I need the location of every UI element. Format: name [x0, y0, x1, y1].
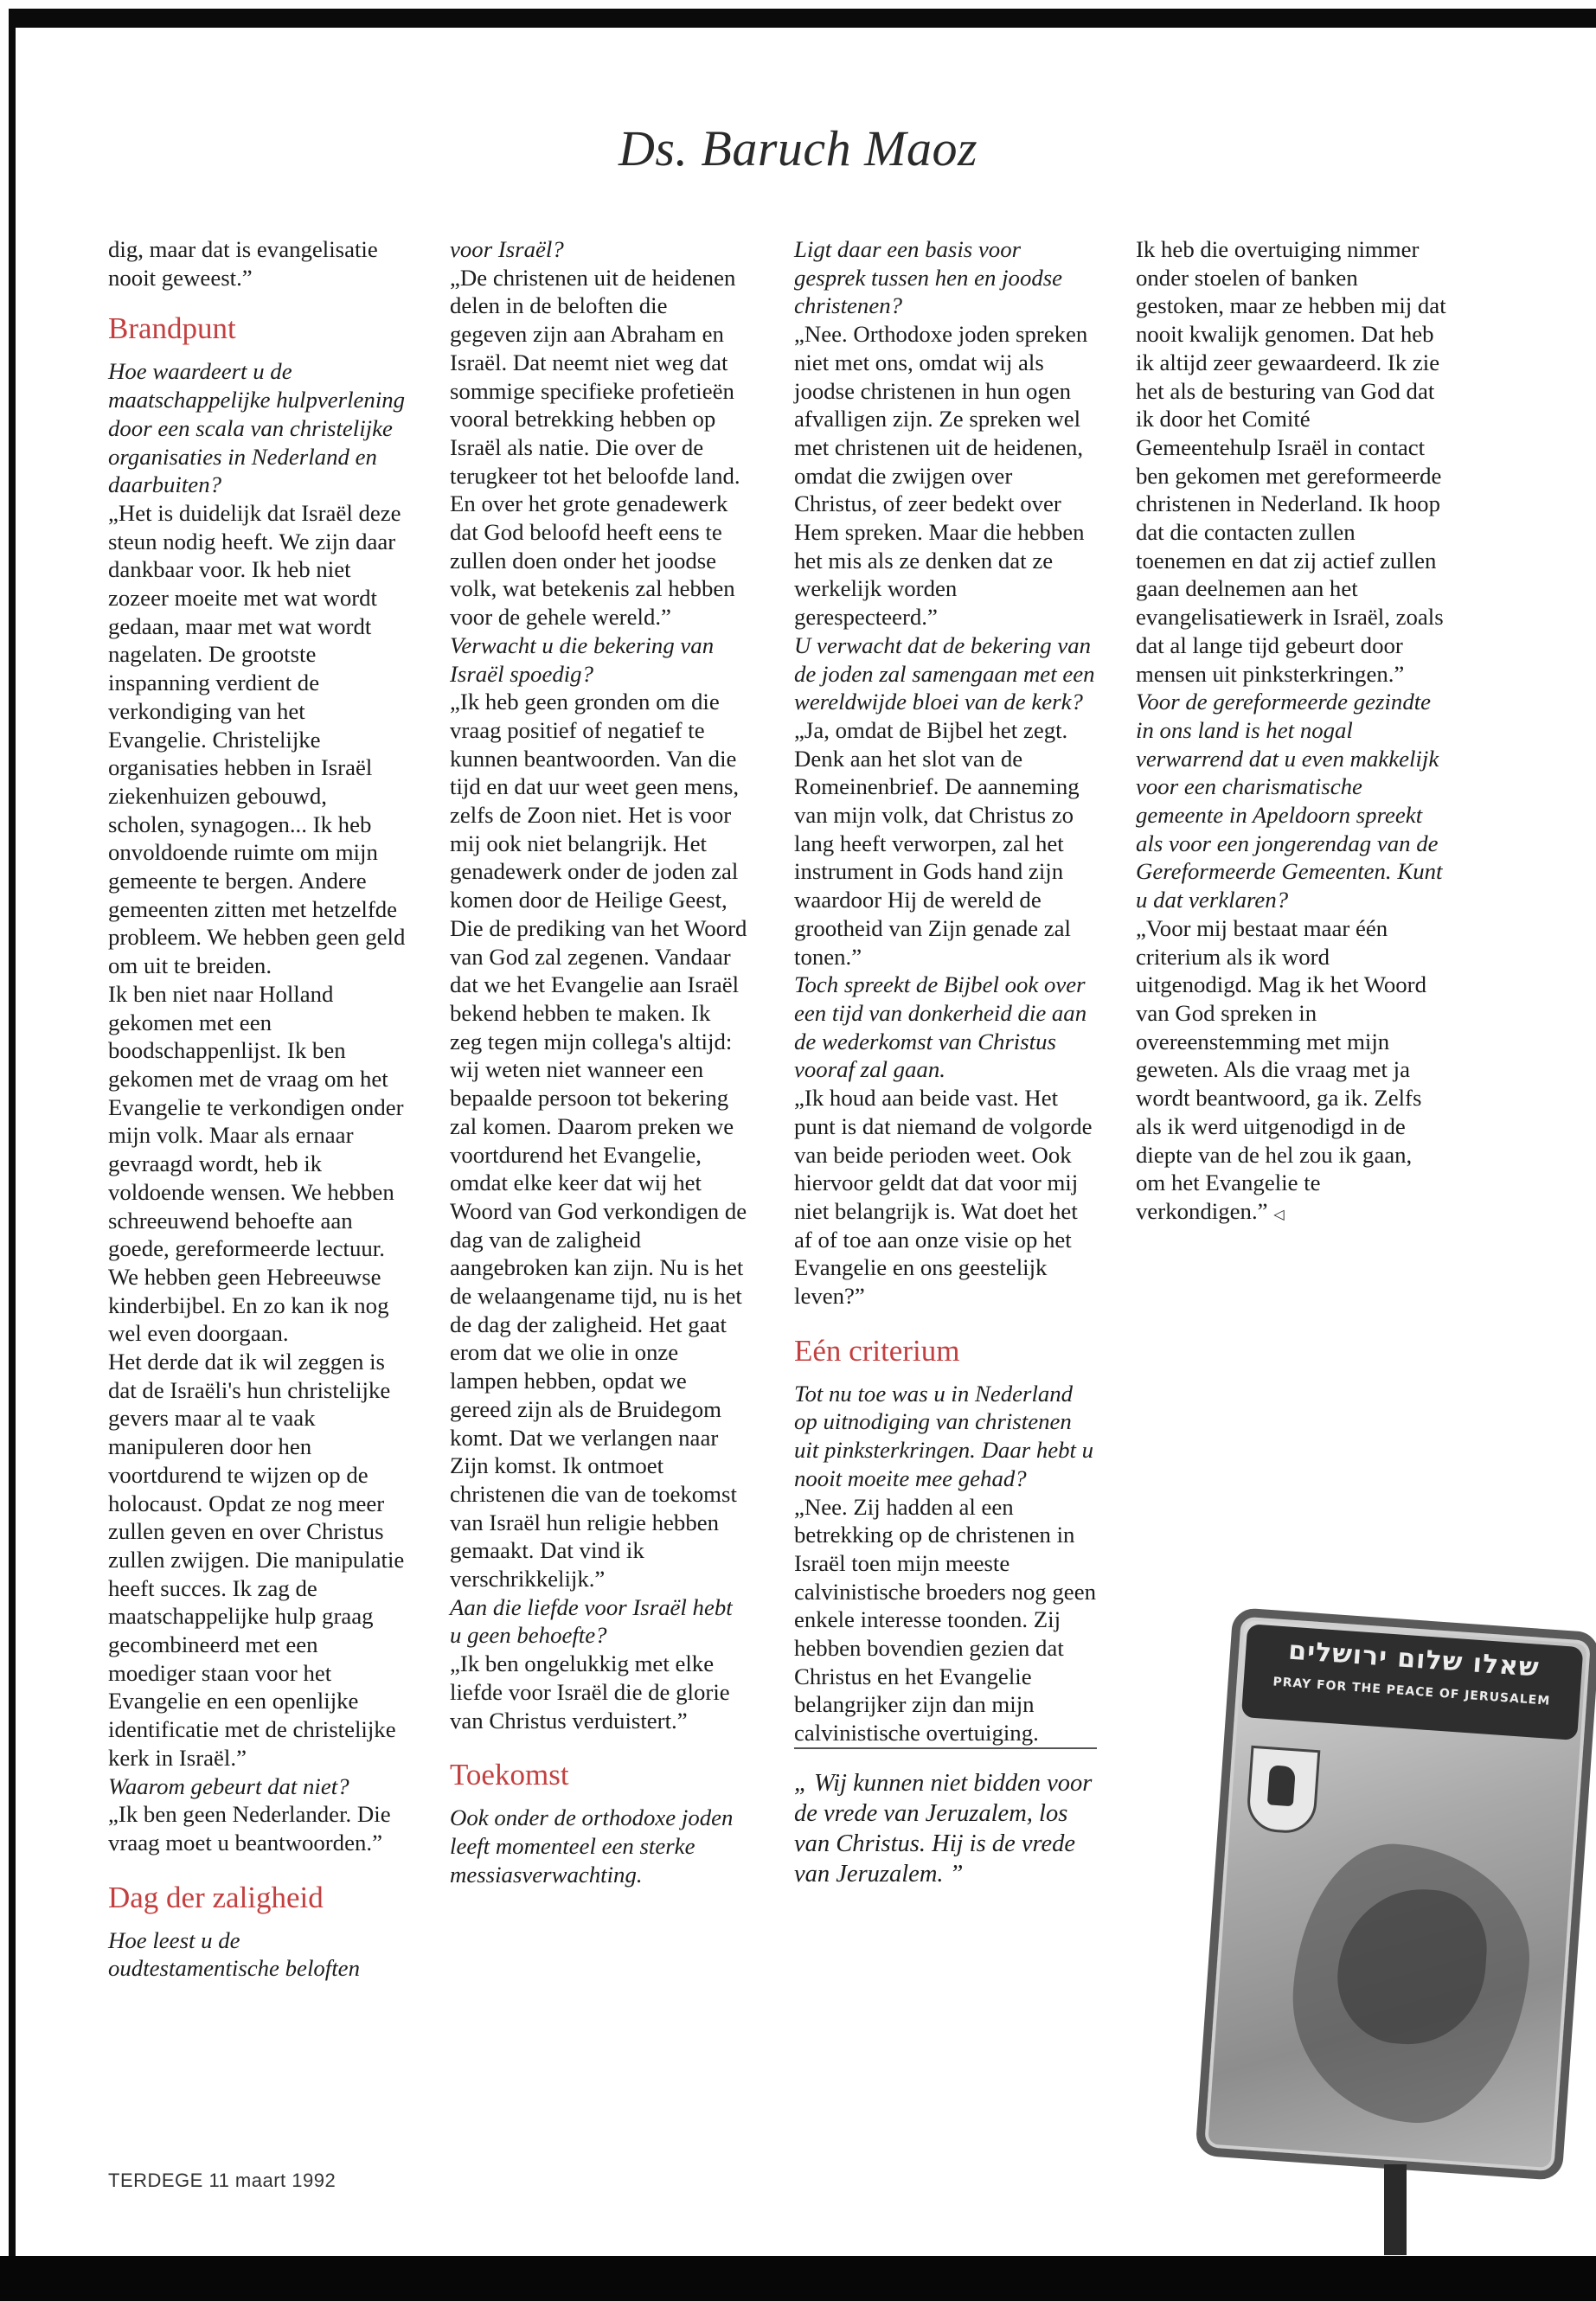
top-border: [9, 9, 1596, 28]
sign-hebrew-text: שאלו שלום ירושלים: [1287, 1635, 1541, 1683]
column-2: [450, 235, 748, 1888]
jerusalem-sign-photo: [1172, 1602, 1587, 2255]
end-mark-icon: ◁: [1273, 1207, 1285, 1222]
question: Aan die liefde voor Israël hebt u geen behoefte?: [450, 1593, 733, 1649]
question: Waarom gebeurt dat niet?: [108, 1772, 349, 1799]
bottom-border: [0, 2256, 1596, 2301]
paragraph: [1136, 914, 1447, 1230]
question: Tot nu toe was u in Nederland op uitnodiging van christenen uit pinksterkringen. Daar hebt u nooit moeite mee gehad?: [794, 1380, 1094, 1491]
paragraph: „Ik ben geen Nederlander. Die vraag moet u beantwoorden.”: [108, 1801, 391, 1856]
question: voor Israël?: [450, 236, 564, 262]
section-heading-brandpunt: Brandpunt: [108, 311, 236, 346]
paragraph: „Ja, omdat de Bijbel het zegt. Denk aan het slot van de Romeinenbrief. De aanneming van mijn volk, dat Christus zo lang heeft verworpen, zal het instrument in Gods hand zijn waardoor Hij de wereld de grootheid van Zijn genade zal tonen.”: [794, 716, 1080, 970]
question: Verwacht u die bekering van Israël spoedig?: [450, 631, 715, 687]
question: Ook onder de orthodoxe joden leeft momenteel een sterke messiasverwachting.: [450, 1804, 734, 1888]
column-4: [1136, 235, 1447, 1230]
section-heading-dag-der-zaligheid: Dag der zaligheid: [108, 1880, 324, 1914]
sign-english-text: PRAY FOR THE PEACE OF JERUSALEM: [1272, 1675, 1551, 1708]
pull-quote: „ Wij kunnen niet bidden voor de vrede van Jeruzalem, los van Christus. Hij is de vrede van Jeruzalem. ”: [794, 1747, 1097, 1889]
paragraph: „Het is duidelijk dat Israël deze steun nodig heeft. We zijn daar dankbaar voor. Ik heb niet zozeer moeite met wat wordt gedaan, maar met wat wordt nagelaten. De grootste inspanning verdient de verkondiging van het Evangelie. Christelijke organisaties hebben in Israël ziekenhuizen gebouwd, scholen, synagogen... Ik heb onvoldoende ruimte om mijn gemeente te bergen. Andere gemeenten zitten met hetzelfde probleem. We hebben geen geld om uit te breiden.: [108, 499, 406, 979]
paragraph: Het derde dat ik wil zeggen is dat de Israëli's hun christelijke gevers maar al te vaak manipuleren door hen voortdurend te wijzen op de holocaust. Opdat ze nog meer zullen geven en over Christus zullen zwijgen. Die manipulatie heeft succes. Ik zag de maatschappelijke hulp graag gecombineerd met een moediger staan voor het Evangelie en een openlijke identificatie met de christelijke kerk in Israël.”: [108, 1349, 405, 1771]
page-title: Ds. Baruch Maoz: [618, 120, 978, 176]
question: U verwacht dat de bekering van de joden zal samengaan met een wereldwijde bloei van de kerk?: [794, 631, 1095, 715]
paragraph: „Nee. Zij hadden al een betrekking op de christenen in Israël toen mijn meeste calvinistische broeders nog geen enkele interesse toonden. Zij hebben bovendien gezien dat Christus en het Evangelie belangrijker zijn dan mijn calvinistische overtuiging.: [794, 1493, 1096, 1747]
paragraph: „Ik houd aan beide vast. Het punt is dat niemand de volgorde van beide perioden weet. Ook hiervoor geldt dat dat voor mij niet belangrijk is. Wat doet het af of toe aan onze visie op het Evangelie en ons geestelijk leven?”: [794, 1085, 1093, 1310]
paragraph: Ik heb die overtuiging nimmer onder stoelen of banken gestoken, maar ze hebben mij dat nooit kwalijk genomen. Dat heb ik altijd zeer gewaardeerd. Ik zie het als de besturing van God dat ik door het Comité Gemeentehulp Israël in contact ben gekomen met gereformeerde christenen in Nederland. Ik hoop dat die contacten zullen toenemen en dat zij actief zullen gaan deelnemen aan het evangelisatiewerk in Israël, zoals dat al lange tijd gebeurt door mensen uit pinksterkringen.”: [1136, 236, 1446, 687]
paragraph: Ik ben niet naar Holland gekomen met een boodschappenlijst. Ik ben gekomen met de vraag om het Evangelie te verkondigen onder mijn volk. Maar als ernaar gevraagd wordt, heb ik voldoende wensen. We hebben schreeuwend behoefte aan goede, gereformeerde lectuur. We hebben geen Hebreeuwse kinderbijbel. En zo kan ik nog wel even doorgaan.: [108, 980, 404, 1347]
column-1: [108, 235, 407, 1983]
sign-board: [1195, 1607, 1596, 2181]
paragraph-text: „Voor mij bestaat maar één criterium als ik word uitgenodigd. Mag ik het Woord van God spreken in overeenstemming met mijn geweten. Als die vraag met ja wordt beantwoord, ga ik. Zelfs als ik werd uitgenodigd in de diepte van de hel zou ik gaan, om het Evangelie te verkondigen.”: [1136, 914, 1426, 1224]
paragraph: dig, maar dat is evangelisatie nooit geweest.”: [108, 236, 378, 291]
column-3: [794, 235, 1097, 1889]
question: Hoe leest u de oudtestamentische beloften: [108, 1926, 360, 1982]
question: Toch spreekt de Bijbel ook over een tijd van donkerheid die aan de wederkomst van Christus vooraf zal gaan.: [794, 971, 1087, 1083]
left-border: [9, 9, 16, 2292]
paragraph: „Ik heb geen gronden om die vraag positief of negatief te kunnen beantwoorden. Van die tijd en dat uur weet geen mens, zelfs de Zoon niet. Het is voor mij ook niet belangrijk. Het genadewerk onder de joden zal komen door de Heilige Geest, Die de prediking van het Woord van God zal zegenen. Vandaar dat we het Evangelie aan Israël bekend hebben te maken. Ik zeg tegen mijn collega's altijd: wij weten niet wanneer een bepaalde persoon tot bekering zal komen. Daarom preken we voortdurend het Evangelie, omdat elke keer dat wij het Woord van God verkondigen de dag van de zaligheid aangebroken kan zijn. Nu is het de welaangename tijd, nu is het de dag der zaligheid. Het gaat erom dat we olie in onze lampen hebben, opdat we gereed zijn als de Bruidegom komt. Dat we verlangen naar Zijn komst. Ik ontmoet christenen die van de toekomst van Israël hun religie hebben gemaakt. Dat vind ik verschrikkelijk.”: [450, 689, 747, 1593]
paragraph: „Nee. Orthodoxe joden spreken niet met ons, omdat wij als joodse christenen in hun ogen afvalligen zijn. Ze spreken wel met christenen uit de heidenen, omdat die zwijgen over Christus, of zeer bedekt over Hem spreken. Maar die hebben het mis als ze denken dat ze werkelijk worden gerespecteerd.”: [794, 321, 1088, 631]
jerusalem-emblem-icon: [1246, 1746, 1321, 1835]
question: Ligt daar een basis voor gesprek tussen hen en joodse christenen?: [794, 236, 1063, 319]
section-heading-een-criterium: Eén criterium: [794, 1333, 960, 1368]
question: Voor de gereformeerde gezindte in ons land is het nogal verwarrend dat u even makkelijk voor een charismatische gemeente in Apeldoorn spreekt als voor een jongerendag van de Gereformeerde Gemeenten. Kunt u dat verklaren?: [1136, 689, 1443, 913]
paragraph: „Ik ben ongelukkig met elke liefde voor Israël die de glorie van Christus verduistert.”: [450, 1650, 730, 1734]
paragraph: „De christenen uit de heidenen delen in de beloften die gegeven zijn aan Abraham en Israël. Dat neemt niet weg dat sommige specifieke profetieën vooral betrekking hebben op Israël als natie. Die over de terugkeer tot het beloofde land. En over het grote genadewerk dat God beloofd heeft eens te zullen doen onder het joodse volk, wat betekenis zal hebben voor de gehele wereld.”: [450, 264, 740, 631]
section-heading-toekomst: Toekomst: [450, 1758, 569, 1792]
footer-credit: TERDEGE 11 maart 1992: [108, 2170, 337, 2191]
sign-header: [1241, 1624, 1584, 1740]
sign-pole: [1384, 2164, 1407, 2255]
question: Hoe waardeert u de maatschappelijke hulpverlening door een scala van christelijke organisaties in Nederland en daarbuiten?: [108, 358, 406, 498]
